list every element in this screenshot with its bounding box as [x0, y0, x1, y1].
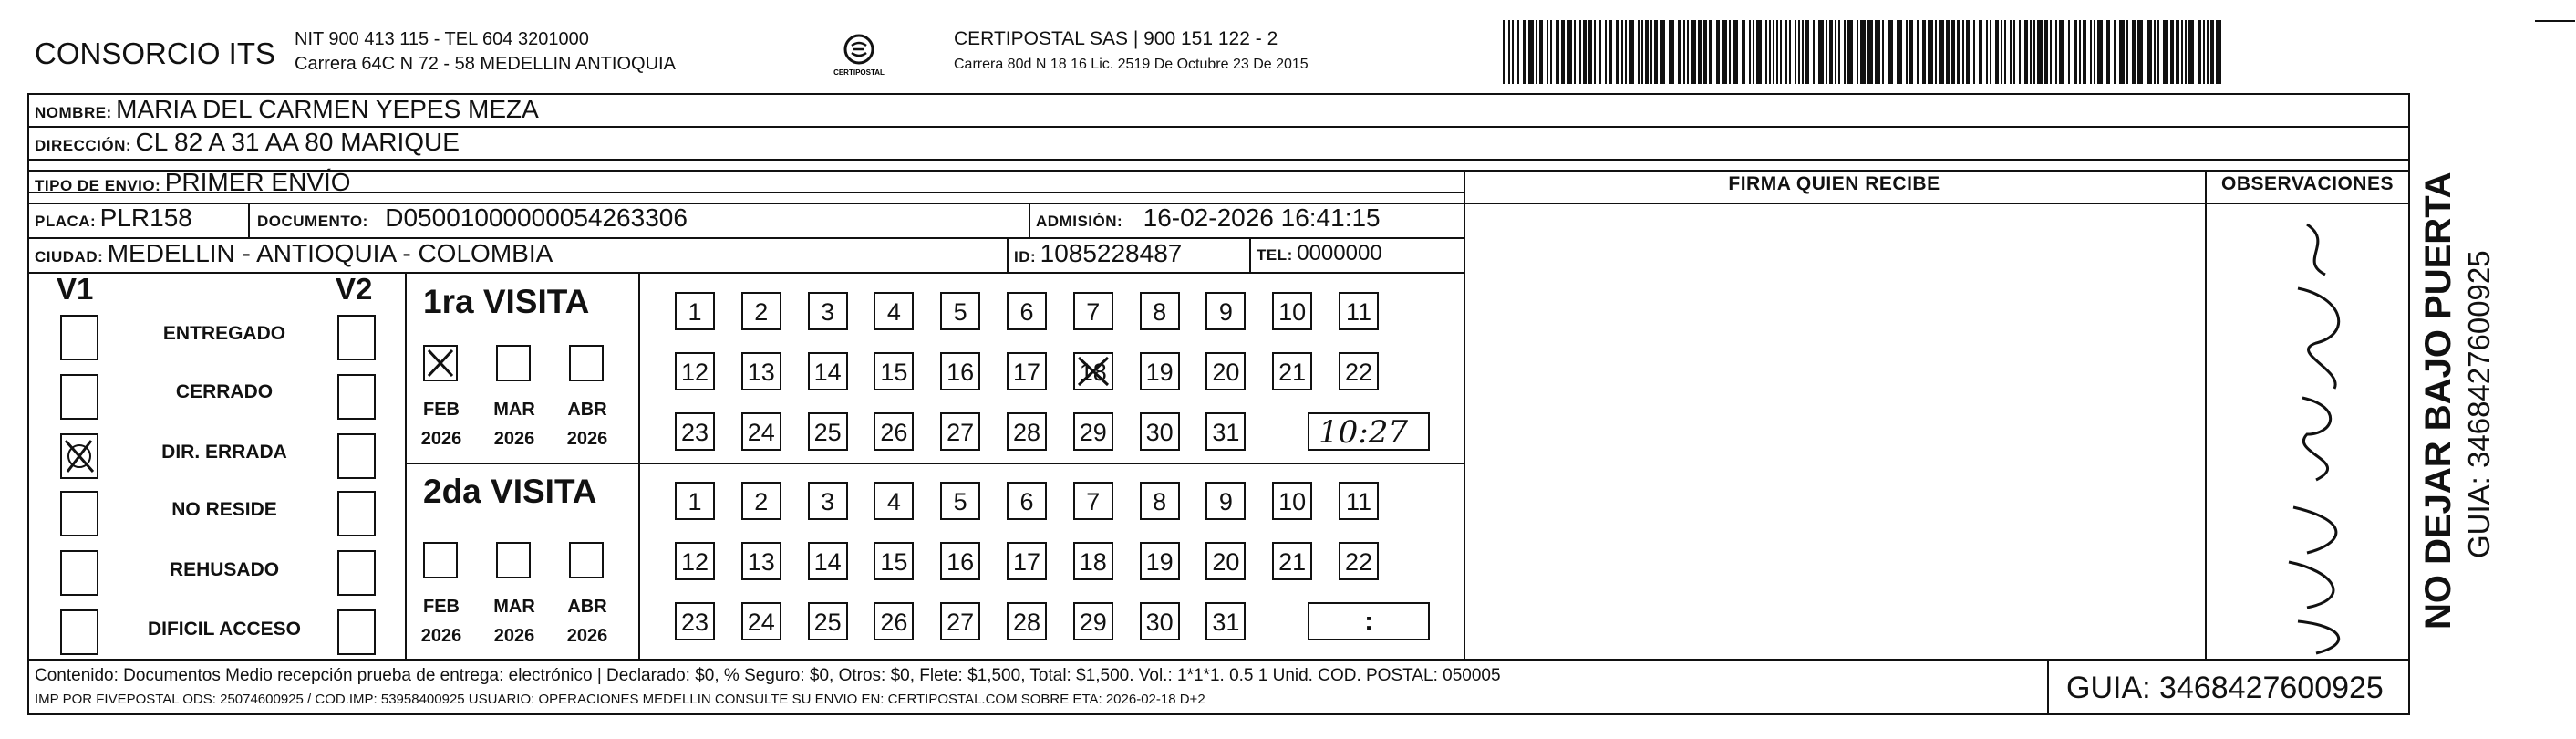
- v1-checkbox-rehusado[interactable]: [60, 550, 98, 596]
- visit1-day-box[interactable]: 1: [675, 292, 715, 330]
- visit2-day-box[interactable]: 24: [741, 602, 781, 640]
- nombre-row: [35, 95, 539, 124]
- visit1-day-box[interactable]: 22: [1339, 352, 1379, 390]
- visit1-month-box-feb[interactable]: [423, 345, 458, 381]
- visit2-day-box[interactable]: 7: [1073, 482, 1113, 520]
- certipostal-logo: [830, 31, 888, 82]
- visit1-day-box[interactable]: 19: [1140, 352, 1180, 390]
- visit1-month-box-mar[interactable]: [496, 345, 531, 381]
- nombre-value: MARIA DEL CARMEN YEPES MEZA: [116, 95, 539, 123]
- visit1-day-box[interactable]: 13: [741, 352, 781, 390]
- visit1-day-box[interactable]: 21: [1272, 352, 1312, 390]
- visit1-day-box[interactable]: 20: [1205, 352, 1246, 390]
- visit1-year-label: 2026: [566, 429, 608, 449]
- visit1-day-box[interactable]: 29: [1073, 412, 1113, 451]
- visit2-day-box[interactable]: 17: [1007, 542, 1047, 580]
- tel-row: [1257, 241, 1382, 266]
- status-label: CERRADO: [175, 381, 274, 402]
- visit1-year-label: 2026: [493, 429, 535, 449]
- visit2-year-label: 2026: [493, 626, 535, 646]
- visit1-day-box[interactable]: 6: [1007, 292, 1047, 330]
- v1-checkbox-dificil-acceso[interactable]: [60, 609, 98, 655]
- visit1-day-box[interactable]: 17: [1007, 352, 1047, 390]
- visit2-month-box-feb[interactable]: [423, 542, 458, 578]
- visit2-day-box[interactable]: 15: [874, 542, 914, 580]
- visit2-day-box[interactable]: 25: [808, 602, 848, 640]
- visit1-day-box[interactable]: 23: [675, 412, 715, 451]
- visit1-day-box[interactable]: 27: [940, 412, 980, 451]
- v1-header: V1: [57, 272, 94, 306]
- tel-label: TEL:: [1257, 246, 1293, 264]
- direccion-label: DIRECCIÓN:: [35, 137, 132, 154]
- visit2-day-box[interactable]: 2: [741, 482, 781, 520]
- visit1-day-box[interactable]: 15: [874, 352, 914, 390]
- observaciones-signature: [2207, 206, 2407, 657]
- placa-value: PLR158: [99, 203, 192, 232]
- visit2-day-box[interactable]: 18: [1073, 542, 1113, 580]
- visita-2-header: 2da VISITA: [423, 473, 597, 510]
- v2-checkbox-dificil-acceso[interactable]: [337, 609, 376, 655]
- firma-header: FIRMA QUIEN RECIBE: [1728, 173, 1940, 194]
- barcode: [1503, 20, 2223, 84]
- visit2-day-box[interactable]: 31: [1205, 602, 1246, 640]
- visit1-day-box[interactable]: 18: [1073, 352, 1113, 390]
- visit2-day-box[interactable]: 1: [675, 482, 715, 520]
- placa-row: [35, 203, 192, 233]
- visit1-day-box[interactable]: 28: [1007, 412, 1047, 451]
- v1-checkbox-dir-errada[interactable]: [60, 433, 98, 479]
- id-row: [1014, 239, 1182, 268]
- direccion-value: CL 82 A 31 AA 80 MARIQUE: [135, 128, 460, 156]
- v2-checkbox-cerrado[interactable]: [337, 374, 376, 420]
- visit2-time: :: [1364, 607, 1373, 635]
- visit1-day-box[interactable]: 7: [1073, 292, 1113, 330]
- visit1-day-box[interactable]: 5: [940, 292, 980, 330]
- visit2-day-box[interactable]: 9: [1205, 482, 1246, 520]
- tel-value: 0000000: [1297, 241, 1382, 265]
- v2-checkbox-dir-errada[interactable]: [337, 433, 376, 479]
- check-mark-icon: [62, 435, 97, 477]
- placa-label: PLACA:: [35, 213, 97, 230]
- admision-row: [1036, 203, 1381, 233]
- visit2-day-box[interactable]: 23: [675, 602, 715, 640]
- visit2-day-box[interactable]: 29: [1073, 602, 1113, 640]
- visit1-day-box[interactable]: 11: [1339, 292, 1379, 330]
- visit1-month-label: FEB: [423, 400, 460, 420]
- ciudad-value: MEDELLIN - ANTIOQUIA - COLOMBIA: [107, 239, 553, 267]
- admision-label: ADMISIÓN:: [1036, 213, 1123, 230]
- visit1-month-label: ABR: [567, 400, 607, 420]
- status-label: ENTREGADO: [162, 323, 286, 344]
- status-label: DIFICIL ACCESO: [147, 619, 301, 640]
- visit1-day-box[interactable]: 31: [1205, 412, 1246, 451]
- direccion-row: [35, 128, 460, 157]
- check-mark-icon: [425, 347, 456, 380]
- footer-imp: IMP POR FIVEPOSTAL ODS: 25074600925 / COD.IMP: 53958400925 USUARIO: OPERACIONES MEDELLIN CONSULTE SU ENVIO EN: CERTIPOSTAL.COM SOBRE ETA: 2026-02-18 D+2: [35, 692, 1205, 707]
- tipo-envio-label: TIPO DE ENVIO:: [35, 177, 161, 194]
- v1-checkbox-entregado[interactable]: [60, 315, 98, 360]
- v2-checkbox-no-reside[interactable]: [337, 491, 376, 536]
- visit2-day-box[interactable]: 6: [1007, 482, 1047, 520]
- visit2-day-box[interactable]: 28: [1007, 602, 1047, 640]
- visit1-month-label: MAR: [493, 400, 535, 420]
- visit2-day-box[interactable]: 10: [1272, 482, 1312, 520]
- visit2-day-box[interactable]: 8: [1140, 482, 1180, 520]
- visit2-day-box[interactable]: 14: [808, 542, 848, 580]
- ciudad-row: [35, 239, 553, 268]
- carrier-line-1: CERTIPOSTAL SAS | 900 151 122 - 2: [954, 28, 1278, 49]
- visit1-time-box[interactable]: [1308, 412, 1430, 451]
- visit2-month-box-mar[interactable]: [496, 542, 531, 578]
- visit2-day-box[interactable]: 19: [1140, 542, 1180, 580]
- visit2-day-box[interactable]: 26: [874, 602, 914, 640]
- documento-label: DOCUMENTO:: [257, 213, 368, 230]
- visit2-day-box[interactable]: 30: [1140, 602, 1180, 640]
- v2-checkbox-entregado[interactable]: [337, 315, 376, 360]
- v1-checkbox-cerrado[interactable]: [60, 374, 98, 420]
- visit1-day-box[interactable]: 2: [741, 292, 781, 330]
- visit2-time-box[interactable]: [1308, 602, 1430, 640]
- visit1-day-box[interactable]: 4: [874, 292, 914, 330]
- company-address: Carrera 64C N 72 - 58 MEDELLIN ANTIOQUIA: [295, 54, 676, 74]
- documento-value: D05001000000054263306: [385, 203, 688, 232]
- visit2-day-box[interactable]: 3: [808, 482, 848, 520]
- v1-checkbox-no-reside[interactable]: [60, 491, 98, 536]
- visit2-month-label: MAR: [493, 597, 535, 617]
- visit2-day-box[interactable]: 11: [1339, 482, 1379, 520]
- visit1-day-box[interactable]: 9: [1205, 292, 1246, 330]
- visit2-year-label: 2026: [420, 626, 462, 646]
- id-value: 1085228487: [1040, 239, 1183, 267]
- visit1-day-box[interactable]: 10: [1272, 292, 1312, 330]
- tipo-envio-value: PRIMER ENVÍO: [164, 168, 351, 196]
- check-mark-icon: [1075, 354, 1112, 389]
- observaciones-header: OBSERVACIONES: [2221, 173, 2394, 194]
- status-label: DIR. ERRADA: [161, 442, 287, 463]
- tipo-envio-row: [35, 168, 351, 197]
- status-label: NO RESIDE: [171, 499, 277, 520]
- ciudad-label: CIUDAD:: [35, 248, 104, 265]
- certipostal-logo-text: CERTIPOSTAL: [833, 68, 885, 77]
- footer-guia: GUIA: 3468427600925: [2066, 671, 2384, 705]
- nombre-label: NOMBRE:: [35, 104, 112, 121]
- visit2-day-box[interactable]: 21: [1272, 542, 1312, 580]
- visit1-day-box[interactable]: 24: [741, 412, 781, 451]
- side-guia: GUIA: 3468427600925: [2462, 250, 2496, 558]
- footer-contenido: Contenido: Documentos Medio recepción prueba de entrega: electrónico | Declarado: $0, % Seguro: $0, Otros: $0, Flete: $1,500, Total: $1,500. Vol.: 1*1*1. 0.5 1 Unid. COD. POSTAL: 050005: [35, 666, 1501, 685]
- visit1-day-box[interactable]: 26: [874, 412, 914, 451]
- company-name: CONSORCIO ITS: [35, 36, 276, 70]
- side-no-dejar: NO DEJAR BAJO PUERTA: [2418, 172, 2458, 630]
- visit2-year-label: 2026: [566, 626, 608, 646]
- admision-value: 16-02-2026 16:41:15: [1143, 203, 1381, 232]
- visit1-day-box[interactable]: 8: [1140, 292, 1180, 330]
- visit1-year-label: 2026: [420, 429, 462, 449]
- visit1-day-box[interactable]: 14: [808, 352, 848, 390]
- visit1-month-box-abr[interactable]: [569, 345, 604, 381]
- documento-row: [257, 203, 688, 233]
- visit1-day-box[interactable]: 3: [808, 292, 848, 330]
- visit1-time: 10:27: [1319, 414, 1408, 451]
- company-nit-tel: NIT 900 413 115 - TEL 604 3201000: [295, 29, 589, 49]
- visit2-month-label: ABR: [567, 597, 607, 617]
- visit1-day-box[interactable]: 30: [1140, 412, 1180, 451]
- corner-mark: [2535, 20, 2575, 22]
- visit2-day-box[interactable]: 22: [1339, 542, 1379, 580]
- carrier-line-2: Carrera 80d N 18 16 Lic. 2519 De Octubre 23 De 2015: [954, 57, 1309, 72]
- status-label: REHUSADO: [169, 559, 280, 580]
- visit2-day-box[interactable]: 27: [940, 602, 980, 640]
- visit1-day-box[interactable]: 12: [675, 352, 715, 390]
- v2-checkbox-rehusado[interactable]: [337, 550, 376, 596]
- visit2-day-box[interactable]: 20: [1205, 542, 1246, 580]
- visit1-day-box[interactable]: 16: [940, 352, 980, 390]
- visit2-day-box[interactable]: 4: [874, 482, 914, 520]
- visit2-day-box[interactable]: 5: [940, 482, 980, 520]
- visit1-day-box[interactable]: 25: [808, 412, 848, 451]
- v2-header: V2: [336, 272, 373, 306]
- visit2-month-label: FEB: [423, 597, 460, 617]
- visit2-day-box[interactable]: 16: [940, 542, 980, 580]
- visit2-month-box-abr[interactable]: [569, 542, 604, 578]
- visit2-day-box[interactable]: 12: [675, 542, 715, 580]
- id-label: ID:: [1014, 248, 1037, 265]
- visita-1-header: 1ra VISITA: [423, 283, 590, 320]
- visit2-day-box[interactable]: 13: [741, 542, 781, 580]
